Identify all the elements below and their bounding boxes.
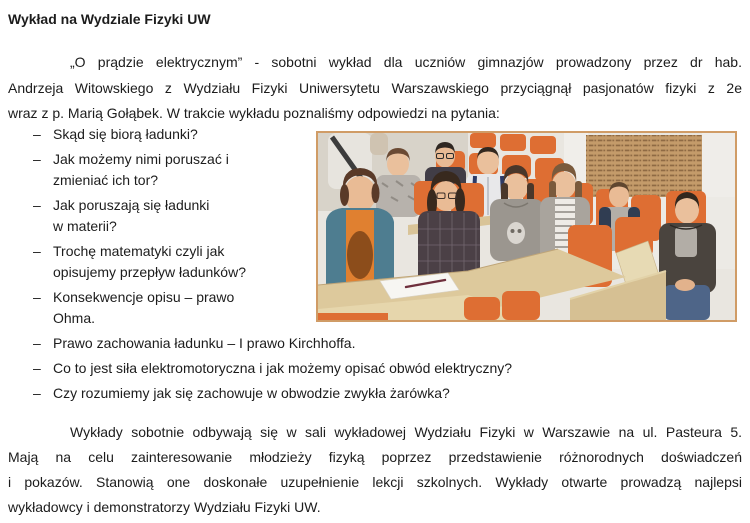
bullet-lines [53,383,742,404]
bullet-lines [53,149,742,191]
bullet-line: Skąd się biorą ładunki? [53,126,198,142]
bullet-line: Jak poruszają się ładunki [53,197,210,213]
text-line: Andrzeja Witowskiego z Wydziału Fizyki Uniwersytetu Warszawskiego przyciągnął pasjonatów fizyki z 2e [8,79,742,96]
bullet-line: Czy rozumiemy jak się zachowuje w obwodzie zwykła żarówka? [53,385,450,401]
bullet-list [8,124,742,408]
bullet-marker: – [33,151,41,167]
text-line: wykładowcy i demonstratorzy Wydziału Fizyki UW. [8,499,321,515]
bullet-line: Ohma. [53,310,96,326]
bullet-item [8,383,742,404]
bullet-line: Trochę matematyki czyli jak [53,243,225,259]
bullet-line: Konsekwencje opisu – prawo [53,289,235,305]
bullet-item [8,358,742,379]
text-line: „O prądzie elektrycznym” - sobotni wykład dla uczniów gimnazjów prowadzony przez dr hab. [70,54,742,70]
bullet-marker: – [33,360,41,376]
bullet-marker: – [33,126,41,142]
text-line: i pokazów. Stanowią one doskonałe uzupełnienie lekcji szkolnych. Wykłady otwarte prowadzą najlepsi [8,474,742,490]
text-line: Mają na celu zainteresowanie młodzieży fizyką poprzez przedstawienie różnorodnych doświadczeń [8,449,742,465]
bullet-lines [53,358,742,379]
bullet-item [8,149,742,191]
bullet-line: Jak możemy nimi poruszać i [53,151,229,167]
bullet-line: Co to jest siła elektromotoryczna i jak możemy opisać obwód elektryczny? [53,360,513,376]
intro-paragraph [8,50,742,127]
bullet-line: Prawo zachowania ładunku – I prawo Kirchhoffa. [53,335,356,351]
bullet-item [8,287,742,329]
bullet-line: w materii? [53,218,117,234]
bullet-marker: – [33,243,41,259]
bullet-marker: – [33,197,41,213]
bullet-marker: – [33,385,41,401]
document-title: Wykład na Wydziale Fizyki UW [8,11,211,27]
text-line: wraz z p. Marią Gołąbek. W trakcie wykładu poznaliśmy odpowiedzi na pytania: [8,105,500,121]
bullet-marker: – [33,335,41,351]
bullet-item [8,241,742,283]
bullet-lines [53,195,742,237]
bullet-item [8,195,742,237]
bullet-lines [53,333,742,354]
bullet-lines [53,124,742,145]
text-line: Wykłady sobotnie odbywają się w sali wykładowej Wydziału Fizyki w Warszawie na ul. Pasteura 5. [70,424,742,440]
bullet-lines [53,241,742,283]
bullet-line: zmieniać ich tor? [53,172,159,188]
bullet-item [8,124,742,145]
bullet-lines [53,287,742,329]
bullet-line: opisujemy przepływ ładunków? [53,264,246,280]
bullet-marker: – [33,289,41,305]
outro-paragraph [8,420,742,520]
bullet-item [8,333,742,354]
